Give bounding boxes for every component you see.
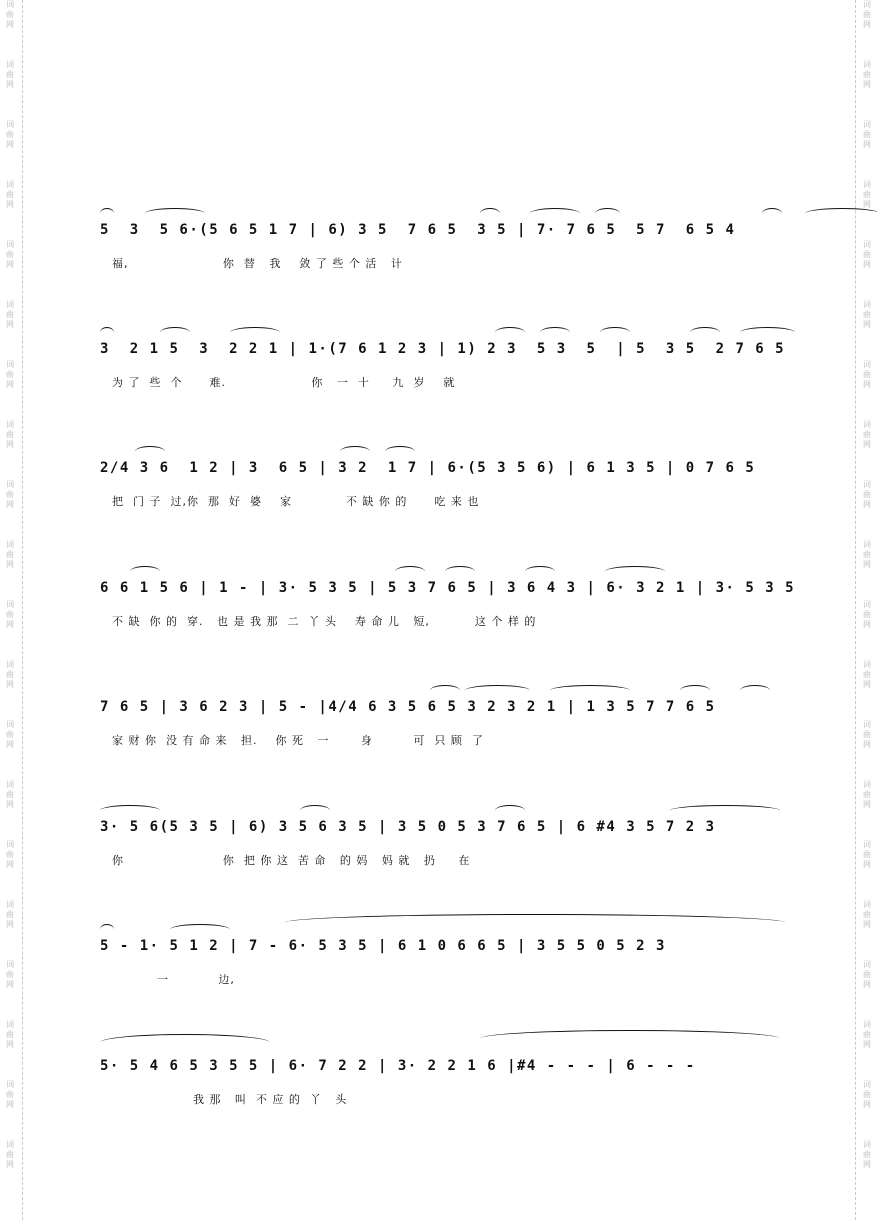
watermark-text: 词曲网 [6, 900, 14, 929]
notation-line: 5 3 5 6·(5 6 5 1 7 | 6) 3 5 7 6 5 3 5 | 7· 7 6 5 5 7 6 5 4 [100, 222, 736, 238]
watermark-text: 词曲网 [863, 840, 871, 869]
lyric-line: 福, 你 替 我 敛 了 些 个 活 计 [112, 257, 403, 270]
watermark-text: 词曲网 [863, 1080, 871, 1109]
watermark-text: 词曲网 [6, 240, 14, 269]
watermark-text: 词曲网 [6, 300, 14, 329]
notation-line: 5· 5 4 6 5 3 5 5 | 6· 7 2 2 | 3· 2 2 1 6 |#4 - - - | 6 - - - [100, 1058, 696, 1074]
watermark-text: 词曲网 [6, 180, 14, 209]
watermark-text: 词曲网 [863, 900, 871, 929]
watermark-text: 词曲网 [863, 60, 871, 89]
watermark-text: 词曲网 [6, 600, 14, 629]
notation-line: 2/4 3 6 1 2 | 3 6 5 | 3 2 1 7 | 6·(5 3 5 6) | 6 1 3 5 | 0 7 6 5 [100, 460, 756, 476]
watermark-text: 词曲网 [863, 120, 871, 149]
watermark-text: 词曲网 [6, 540, 14, 569]
watermark-text: 词曲网 [6, 1080, 14, 1109]
watermark-text: 词曲网 [863, 660, 871, 689]
watermark-text: 词曲网 [863, 420, 871, 449]
watermark-text: 词曲网 [863, 720, 871, 749]
watermark-text: 词曲网 [6, 960, 14, 989]
watermark-text: 词曲网 [6, 480, 14, 509]
lyric-line: 不 缺 你 的 穿. 也 是 我 那 二 丫 头 寿 命 儿 短, 这 个 样 的 [112, 615, 537, 628]
watermark-text: 词曲网 [6, 780, 14, 809]
notation-line: 5 - 1· 5 1 2 | 7 - 6· 5 3 5 | 6 1 0 6 6 5 | 3 5 5 0 5 2 3 [100, 938, 666, 954]
watermark-text: 词曲网 [6, 360, 14, 389]
watermark-text: 词曲网 [6, 720, 14, 749]
watermark-text: 词曲网 [863, 780, 871, 809]
watermark-text: 词曲网 [863, 0, 871, 29]
watermark-text: 词曲网 [863, 180, 871, 209]
watermark-text: 词曲网 [863, 480, 871, 509]
left-margin-rule [22, 0, 23, 1220]
lyric-line: 一 边, [112, 973, 235, 986]
notation-line: 6 6 1 5 6 | 1 - | 3· 5 3 5 | 5 3 7 6 5 | 3 6 4 3 | 6· 3 2 1 | 3· 5 3 5 [100, 580, 796, 596]
lyric-line: 你 你 把 你 这 苦 命 的 妈 妈 就 扔 在 [112, 854, 471, 867]
lyric-line: 把 门 子 过,你 那 好 婆 家 不 缺 你 的 吃 来 也 [112, 495, 480, 508]
notation-line: 3· 5 6(5 3 5 | 6) 3 5 6 3 5 | 3 5 0 5 3 7 6 5 | 6 #4 3 5 7 2 3 [100, 819, 716, 835]
watermark-text: 词曲网 [6, 120, 14, 149]
lyric-line: 我 那 叫 不 应 的 丫 头 [112, 1093, 348, 1106]
watermark-text: 词曲网 [863, 300, 871, 329]
watermark-text: 词曲网 [6, 1020, 14, 1049]
watermark-text: 词曲网 [6, 1140, 14, 1169]
watermark-text: 词曲网 [6, 420, 14, 449]
watermark-text: 词曲网 [863, 1020, 871, 1049]
notation-line: 7 6 5 | 3 6 2 3 | 5 - |4/4 6 3 5 6 5 3 2 3 2 1 | 1 3 5 7 7 6 5 [100, 699, 716, 715]
watermark-text: 词曲网 [863, 360, 871, 389]
watermark-text: 词曲网 [6, 60, 14, 89]
notation-line: 3 2 1 5 3 2 2 1 | 1·(7 6 1 2 3 | 1) 2 3 5 3 5 | 5 3 5 2 7 6 5 [100, 341, 786, 357]
watermark-text: 词曲网 [863, 540, 871, 569]
watermark-text: 词曲网 [863, 600, 871, 629]
watermark-text: 词曲网 [6, 840, 14, 869]
lyric-line: 家 财 你 没 有 命 来 担. 你 死 一 身 可 只 顾 了 [112, 734, 484, 747]
watermark-text: 词曲网 [6, 0, 14, 29]
watermark-text: 词曲网 [863, 1140, 871, 1169]
watermark-text: 词曲网 [863, 240, 871, 269]
watermark-text: 词曲网 [6, 660, 14, 689]
right-margin-rule [855, 0, 856, 1220]
lyric-line: 为 了 些 个 难. 你 一 十 九 岁 就 [112, 376, 456, 389]
watermark-text: 词曲网 [863, 960, 871, 989]
